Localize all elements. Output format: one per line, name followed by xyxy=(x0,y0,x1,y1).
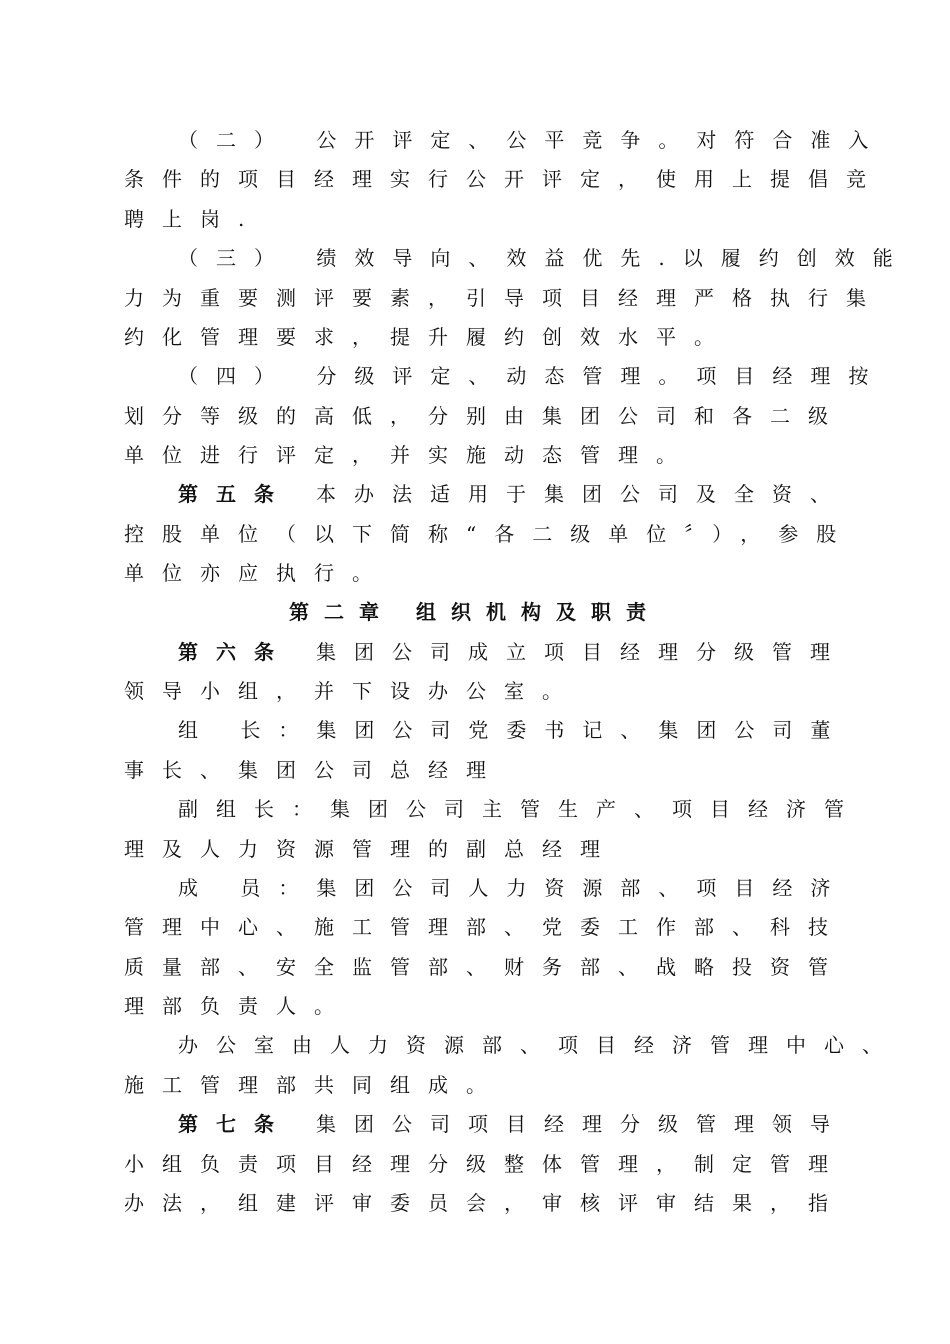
text-line: 质量部、安全监管部、财务部、战略投资管 xyxy=(124,955,846,979)
text-line: 集团公司项目经理分级管理领导 xyxy=(316,1112,848,1136)
article-label: 第五条 xyxy=(178,482,292,506)
text-line: 办公室由人力资源部、项目经济管理中心、 xyxy=(178,1033,900,1057)
text-line: 理及人力资源管理的副总经理 xyxy=(124,837,618,861)
text-line: （三） 绩效导向、效益优先.以履约创效能 xyxy=(178,246,911,270)
text-line: （四） 分级评定、动态管理。项目经理按 xyxy=(178,364,887,388)
article-6-line xyxy=(178,633,848,672)
text-line: 小组负责项目经理分级整体管理，制定管理 xyxy=(124,1152,846,1176)
text-line: 领导小组，并下设办公室。 xyxy=(124,679,580,703)
text-line: 事长、集团公司总经理 xyxy=(124,758,504,782)
text-line: 组 长：集团公司党委书记、集团公司董 xyxy=(178,718,849,742)
text-line: 施工管理部共同组成。 xyxy=(124,1073,504,1097)
chapter-heading: 第二章 组织机构及职责 xyxy=(289,600,661,624)
text-line: 单位亦应执行。 xyxy=(124,561,390,585)
text-line: 力为重要测评要素，引导项目经理严格执行集 xyxy=(124,286,884,310)
text-line: 办法，组建评审委员会，审核评审结果，指 xyxy=(124,1191,846,1215)
text-line: 划分等级的高低，分别由集团公司和各二级 xyxy=(124,404,846,428)
text-line: 管理中心、施工管理部、党委工作部、科技 xyxy=(124,915,846,939)
article-5-line xyxy=(178,475,848,514)
text-line: 控股单位（以下简称“各二级单位〞），参股 xyxy=(124,522,855,546)
text-line: 本办法适用于集团公司及全资、 xyxy=(316,482,848,506)
text-line: 约化管理要求，提升履约创效水平。 xyxy=(124,325,732,349)
article-7-line xyxy=(178,1105,848,1144)
article-label: 第六条 xyxy=(178,640,292,664)
text-line: 副组长：集团公司主管生产、项目经济管 xyxy=(178,797,862,821)
text-line: 理部负责人。 xyxy=(124,994,352,1018)
text-line: （二） 公开评定、公平竞争。对符合准入 xyxy=(178,128,887,152)
text-line: 聘上岗. xyxy=(124,207,263,231)
text-line: 条件的项目经理实行公开评定，使用上提倡竞 xyxy=(124,167,884,191)
article-label: 第七条 xyxy=(178,1112,292,1136)
text-line: 集团公司成立项目经理分级管理 xyxy=(316,640,848,664)
text-line: 单位进行评定，并实施动态管理。 xyxy=(124,443,694,467)
text-line: 成 员：集团公司人力资源部、项目经济 xyxy=(178,876,849,900)
